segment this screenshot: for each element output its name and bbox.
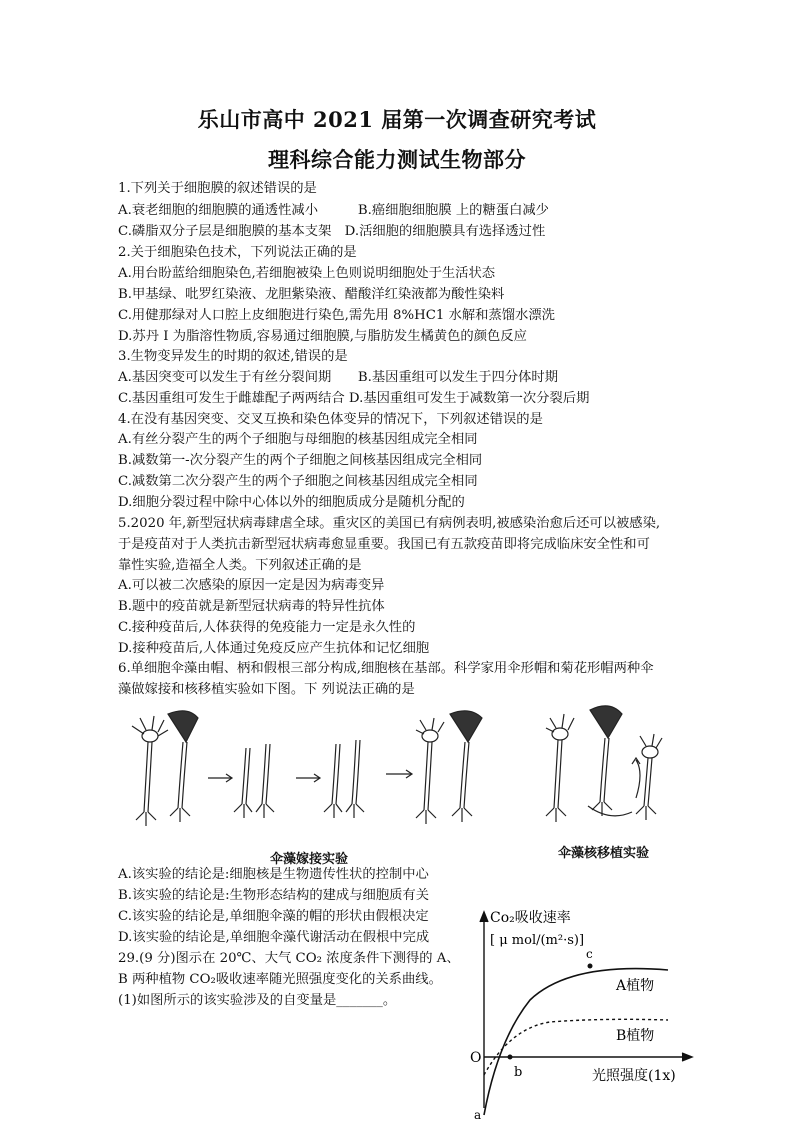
question-line: A.有丝分裂产生的两个子细胞与母细胞的核基因组成完全相同: [118, 432, 478, 447]
option-line: A.该实验的结论是:细胞核是生物遗传性状的控制中心: [118, 867, 429, 882]
question-line: 5.2020 年,新型冠状病毒肆虐全球。重灾区的美国已有病例表明,被感染治愈后还可以被感染,: [118, 516, 661, 531]
question-line: 6.单细胞伞藻由帽、柄和假根三部分构成,细胞核在基部。科学家用伞形帽和菊花形帽两种伞: [118, 661, 654, 676]
chrysanthemum-cap-plant: [132, 716, 168, 826]
question-line: (1)如图所示的该实验涉及的自变量是_______。: [118, 993, 397, 1008]
question-line: A.衰老细胞的细胞膜的通透性减小 B.癌细胞细胞膜 上的糖蛋白减少: [118, 203, 549, 218]
transplant-caption: 伞藻核移植实验: [558, 846, 650, 861]
question-line: C.减数第二次分裂产生的两个子细胞之间核基因组成完全相同: [118, 474, 478, 489]
grafted-stalks: [324, 740, 364, 818]
question-line: A.基因突变可以发生于有丝分裂间期 B.基因重组可以发生于四分体时期: [118, 370, 559, 385]
option-line: B.该实验的结论是:生物形态结构的建成与细胞质有关: [118, 888, 430, 903]
question-line: 4.在没有基因突变、交叉互换和染色体变异的情况下，下列叙述错误的是: [118, 412, 543, 427]
capless-stalks-1: [234, 744, 274, 818]
y-axis-unit: [ μ mol/(m²·s)]: [490, 933, 585, 948]
x-axis-title: 光照强度(1x): [592, 1068, 676, 1084]
option-line: D.该实验的结论是,单细胞伞藻代谢活动在假根中完成: [118, 930, 430, 945]
question-line: D.苏丹 I 为脂溶性物质,容易通过细胞膜,与脂肪发生橘黄色的颜色反应: [118, 329, 527, 344]
x-axis-arrow: [682, 1053, 692, 1061]
question-line: 于是疫苗对于人类抗击新型冠状病毒愈显重要。我国已有五款疫苗即将完成临床安全性和可: [118, 537, 650, 552]
question-line: C.接种疫苗后,人体获得的免疫能力一定是永久性的: [118, 620, 416, 635]
question-line: C.用健那绿对人口腔上皮细胞进行染色,需先用 8%HC1 水解和蒸馏水漂洗: [118, 308, 555, 323]
question-line: A.可以被二次感染的原因一定是因为病毒变异: [118, 578, 385, 593]
umbrella-cap-plant: [168, 711, 198, 822]
option-line: C.该实验的结论是,单细胞伞藻的帽的形状由假根决定: [118, 909, 429, 924]
page-subtitle: 理科综合能力测试生物部分: [268, 147, 526, 172]
point-a-label: a: [474, 1108, 482, 1122]
question-line: C.基因重组可发生于雌雄配子两两结合 D.基因重组可发生于减数第一次分裂后期: [118, 391, 590, 406]
point-c-marker: [588, 964, 593, 969]
series-b-label: B植物: [616, 1028, 655, 1044]
grafting-caption: 伞藻嫁接实验: [270, 852, 349, 867]
question-line: D.细胞分裂过程中除中心体以外的细胞质成分是随机分配的: [118, 495, 465, 510]
point-b-marker: [508, 1055, 513, 1060]
question-line: B.题中的疫苗就是新型冠状病毒的特异性抗体: [118, 599, 385, 614]
co2-uptake-graph: [440, 900, 700, 1123]
question-line: 藻做嫁接和核移植实验如下图。下 列说法正确的是: [118, 682, 415, 697]
nuclear-transplant-figure: [540, 702, 680, 832]
origin-label: O: [470, 1050, 482, 1066]
question-line: B.甲基绿、吡罗红染液、龙胆紫染液、醋酸洋红染液都为酸性染料: [118, 287, 505, 302]
question-line: 29.(9 分)图示在 20℃、大气 CO₂ 浓度条件下测得的 A、: [118, 951, 460, 966]
y-axis-arrow: [480, 912, 488, 922]
question-line: 2.关于细胞染色技术，下列说法正确的是: [118, 245, 357, 260]
regenerated-caps: [416, 711, 482, 824]
series-a-label: A植物: [616, 978, 655, 994]
question-line: A.用台盼蓝给细胞染色,若细胞被染上色则说明细胞处于生活状态: [118, 266, 496, 281]
question-line: D.接种疫苗后,人体通过免疫反应产生抗体和记忆细胞: [118, 641, 430, 656]
question-line: 靠性实验,造福全人类。下列叙述正确的是: [118, 558, 362, 573]
point-c-label: c: [586, 947, 593, 961]
page-title: 乐山市高中 2021 届第一次调查研究考试: [197, 107, 597, 132]
question-line: C.磷脂双分子层是细胞膜的基本支架 D.活细胞的细胞膜具有选择透过性: [118, 224, 546, 239]
question-line: 3.生物变异发生的时期的叙述,错误的是: [118, 349, 348, 364]
question-line: B 两种植物 CO₂吸收速率随光照强度变化的关系曲线。: [118, 972, 442, 987]
point-b-label: b: [514, 1065, 523, 1080]
question-line: B.减数第一-次分裂产生的两个子细胞之间核基因组成完全相同: [118, 453, 483, 468]
question-line: 1.下列关于细胞膜的叙述错误的是: [118, 181, 317, 196]
grafting-experiment-figure: [120, 708, 500, 838]
y-axis-title: Co₂吸收速率: [490, 910, 571, 926]
